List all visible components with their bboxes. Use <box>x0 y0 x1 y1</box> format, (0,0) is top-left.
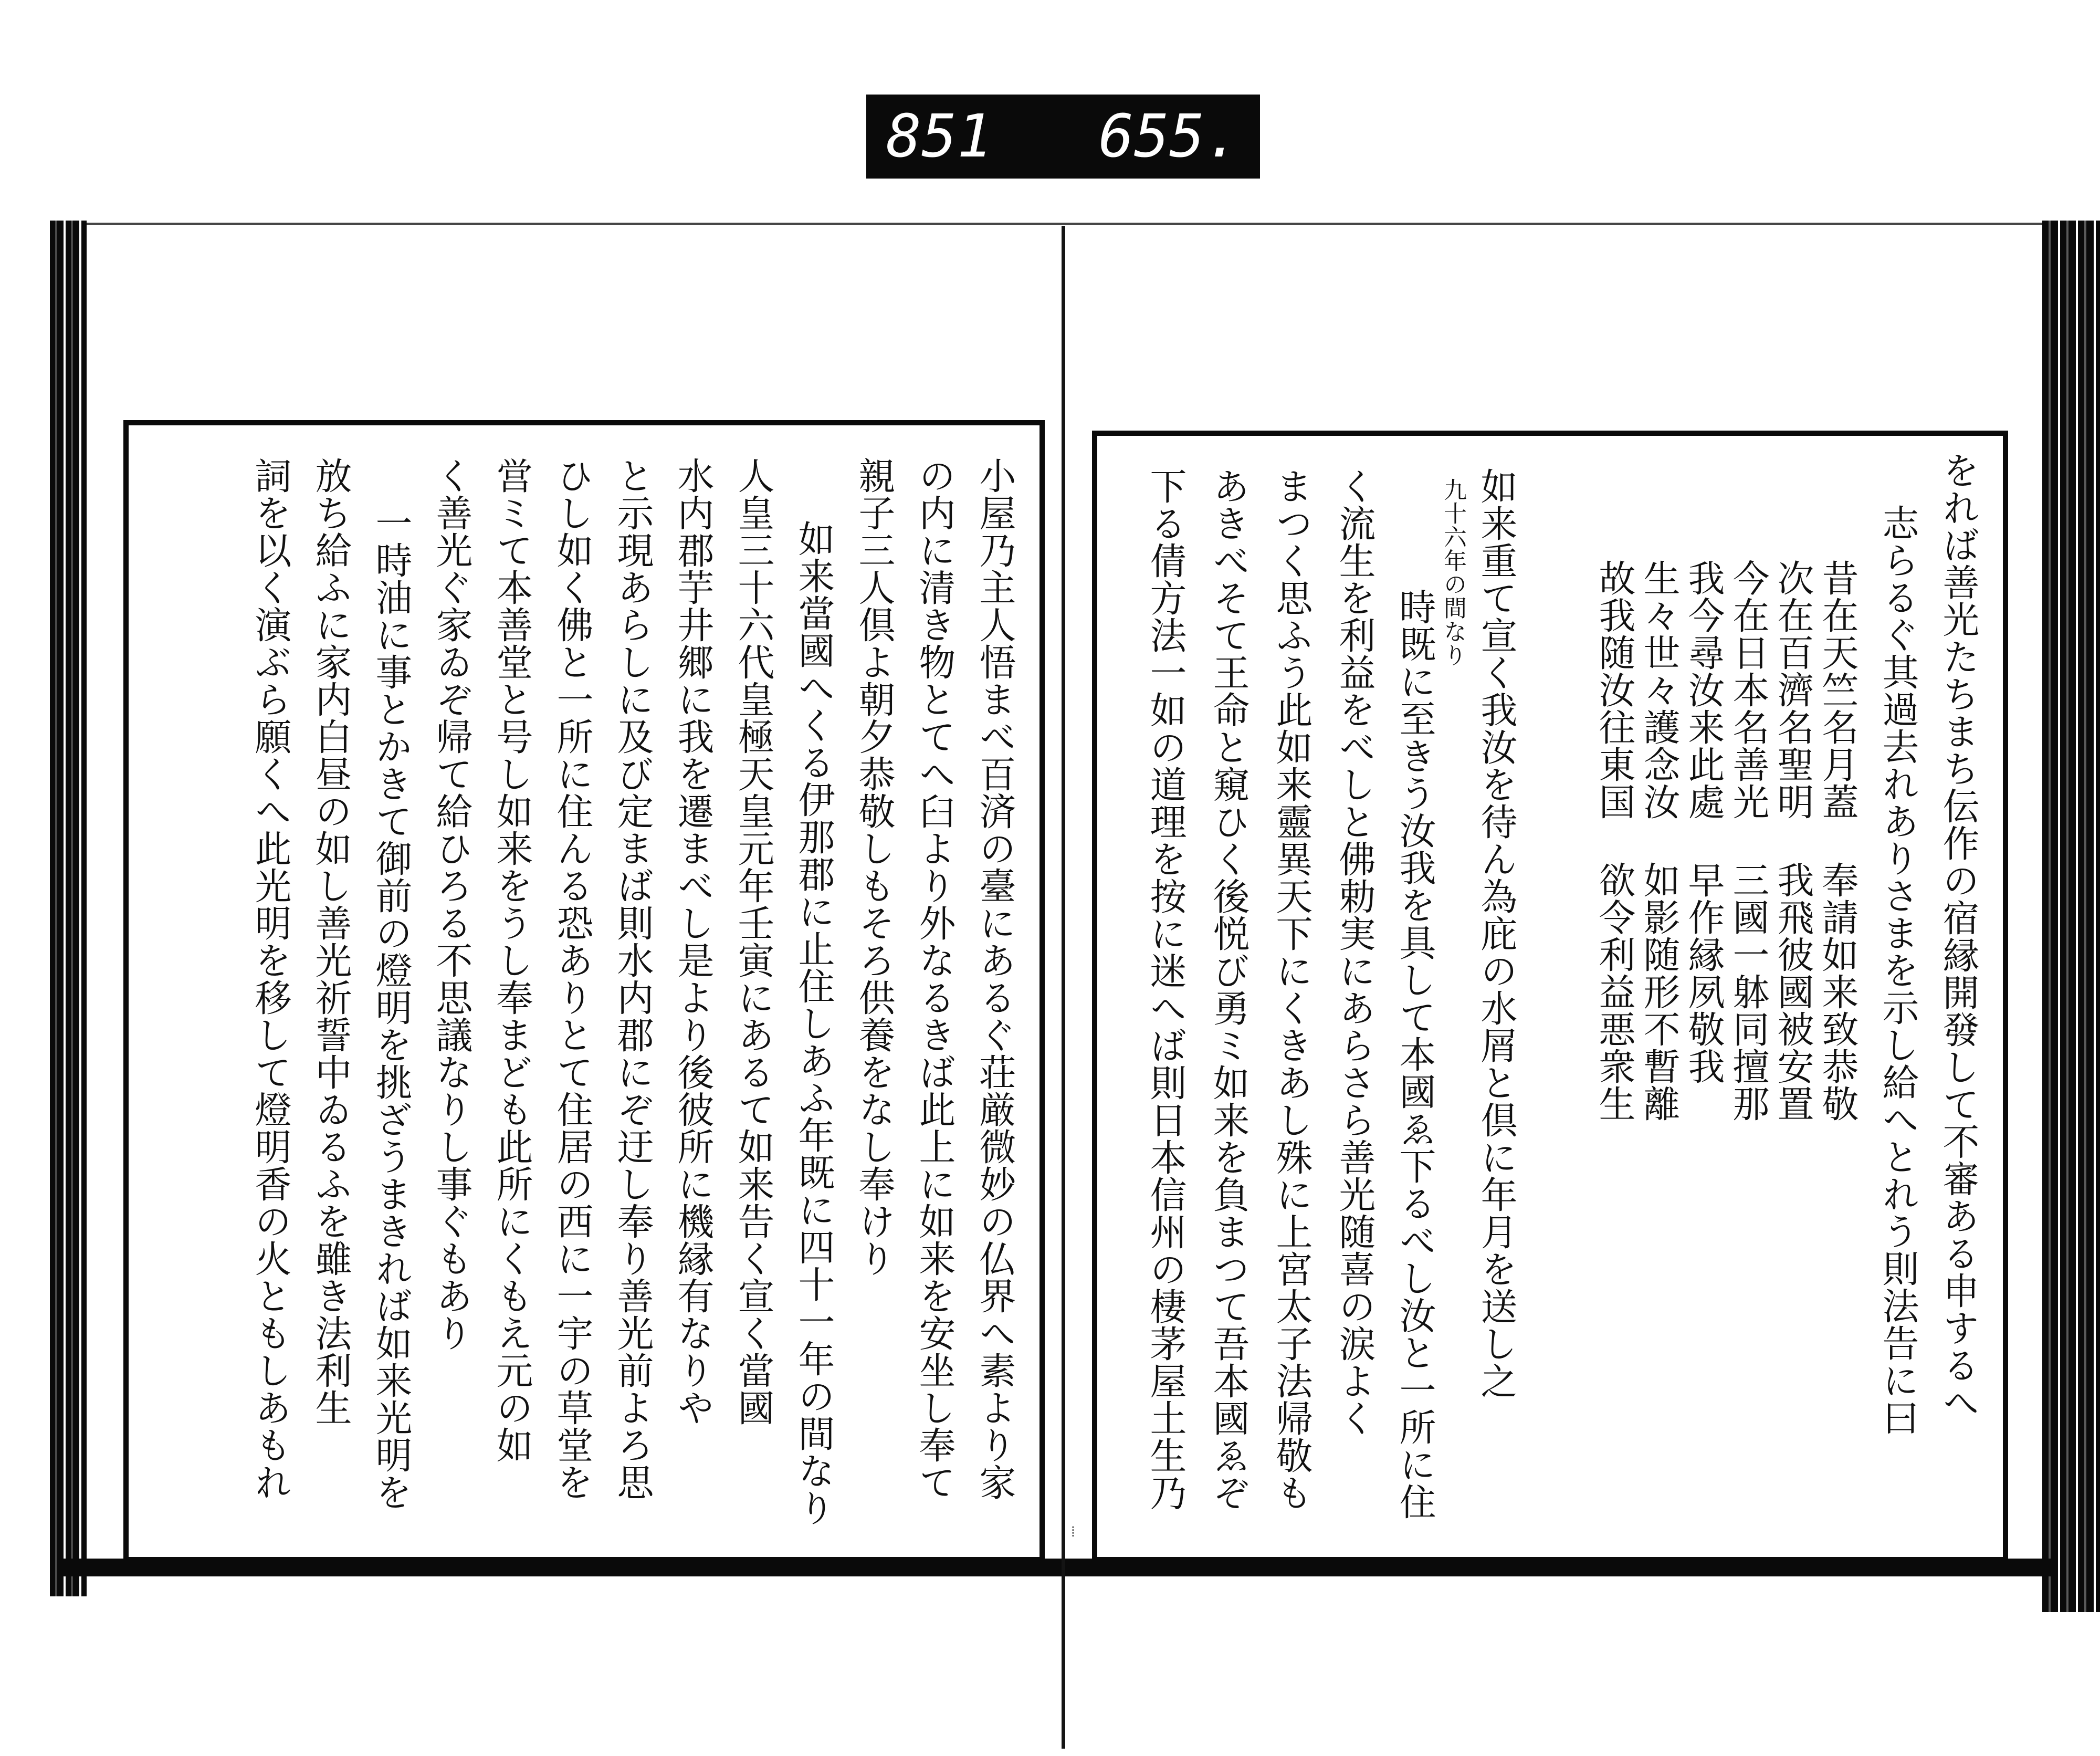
verse-line: 三國一躰同擅那 <box>1727 861 1770 1122</box>
text-column: く流生を利益をべしと佛勅実にあらさら善光随喜の涙よく <box>1333 467 1376 1437</box>
verse-line: 次在百濟名聖明 <box>1771 559 1814 820</box>
text-column: 下る倩方法一如の道理を按に迷へば則日本信州の棲茅屋土生乃 <box>1144 467 1187 1511</box>
verse-line: 早作縁夙敬我 <box>1682 861 1725 1085</box>
text-column: 放ち給ふに家内白昼の如し善光祈誓中ゐるふを雖き法利生 <box>309 457 352 1426</box>
verse-line: 如影随形不暫離 <box>1637 861 1681 1122</box>
catalog-number-label: 851 655. <box>866 95 1260 179</box>
text-column: 人皇三十六代皇極天皇元年壬寅にあるて如来告く宣く當國 <box>732 457 775 1426</box>
text-column: 小屋乃主人悟まべ百済の臺にあるぐ荘厳微妙の仏界へ素より家 <box>973 457 1016 1501</box>
left-book-spine <box>50 221 87 1596</box>
fold-mark: ⁞ <box>1071 1523 1075 1540</box>
verse-line: 今在日本名善光 <box>1727 559 1770 820</box>
verse-line: 我飛彼國被安置 <box>1771 861 1814 1122</box>
text-column: 詞を以く演ぶら願くへ此光明を移して燈明香の火ともしあもれ <box>249 457 292 1501</box>
top-page-edge <box>87 223 2042 225</box>
text-column: をれば善光たちまち伝作の宿縁開發して不審ある申するへ <box>1937 452 1980 1421</box>
verse-line: 昔在天竺名月蓋 <box>1816 559 1859 820</box>
text-column: 時既に至きう汝我を具して本國ゑ下るべし汝と一所に住 <box>1393 588 1436 1520</box>
text-column: 営ミて本善堂と号し如来をうし奉まども此所にくもえ元の如 <box>490 457 533 1464</box>
text-column: ひし如く佛と一所に住んる恐ありとて住居の西に一宇の草堂を <box>551 457 594 1501</box>
verse-line: 我今尋汝来此處 <box>1682 559 1725 820</box>
verse-line: 故我随汝往東国 <box>1593 559 1636 820</box>
center-gutter <box>1062 226 1065 1749</box>
verse-line: 生々世々護念汝 <box>1637 559 1681 820</box>
text-column: 水内郡芋井郷に我を遷まべし是より後彼所に機縁有なりや <box>671 457 715 1426</box>
right-book-spine <box>2042 221 2100 1612</box>
text-column: 如来當國へくる伊那郡に止住しあふ年既に四十一年の間なり <box>792 520 835 1527</box>
side-note: 九十六年の間なり <box>1440 478 1466 667</box>
verse-line: 欲令利益悪衆生 <box>1593 861 1636 1122</box>
text-column: まつく思ふう此如来靈異天下にくきあし殊に上宮太子法帰敬も <box>1270 467 1313 1511</box>
text-column: と示現あらしに及び定まば則水内郡にぞ迂し奉り善光前よろ思 <box>611 457 654 1501</box>
text-column: の内に清き物とてへ臼より外なるきば此上に如来を安坐し奉て <box>913 457 956 1501</box>
text-column: く善光ぐ家ゐぞ帰て給ひろる不思議なりし事ぐもあり <box>430 457 473 1352</box>
text-column: 一時油に事とかきて御前の燈明を挑ざうまきれば如来光明を <box>370 504 413 1511</box>
text-column: あきべそて王命と窺ひく後悦び勇ミ如来を負まつて吾本國ゑぞ <box>1207 467 1250 1511</box>
text-column: 志らるぐ其過去れありさまを示し給へとれう則法告に曰 <box>1876 504 1919 1436</box>
verse-line: 奉請如来致恭敬 <box>1816 861 1859 1122</box>
text-column: 親子三人倶よ朝夕恭敬しもそろ供養をなし奉けり <box>853 457 896 1277</box>
text-column: 如来重て宣く我汝を待ん為庇の水屑と倶に年月を送し之 <box>1475 467 1518 1399</box>
